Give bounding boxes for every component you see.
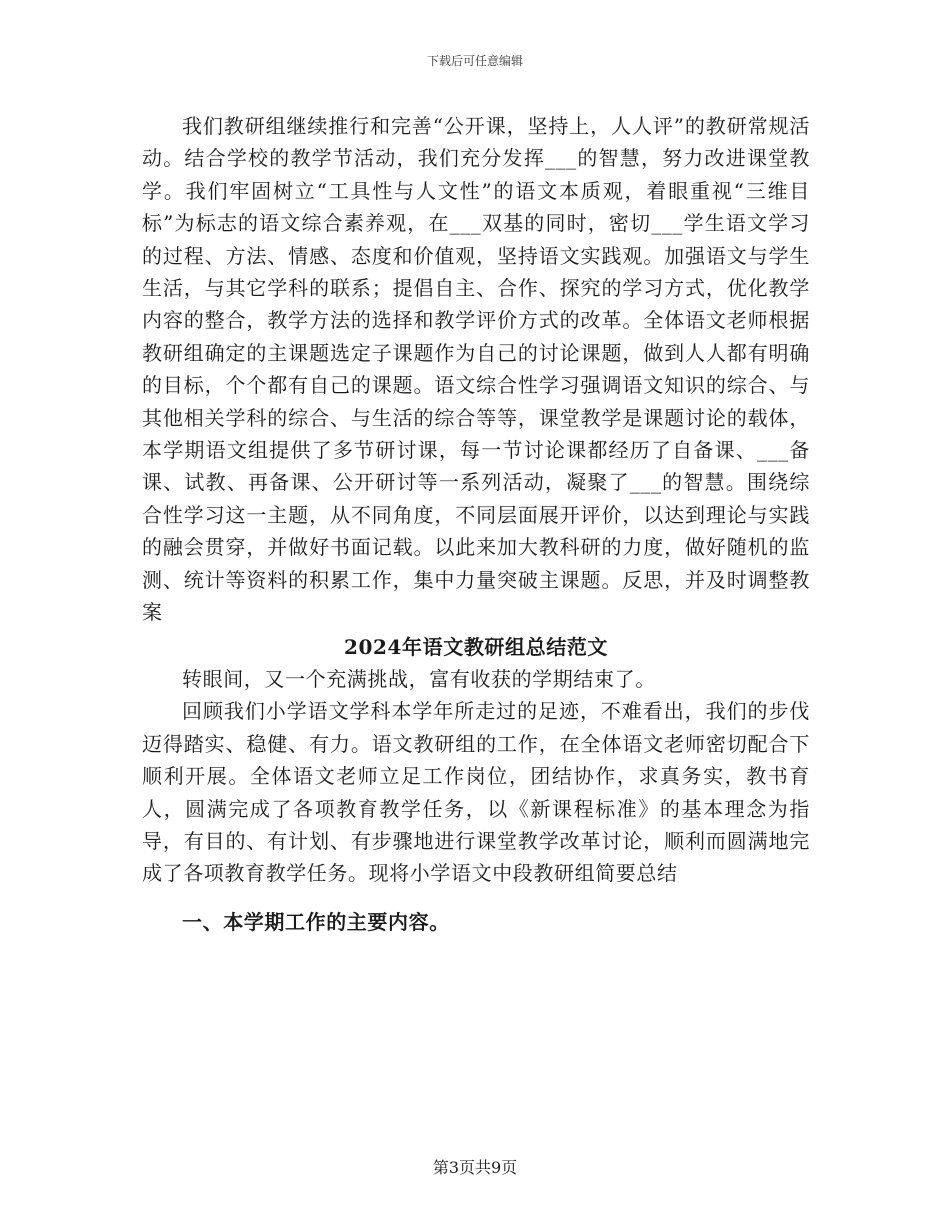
paragraph-2: 转眼间，又一个充满挑战，富有收获的学期结束了。 xyxy=(182,666,656,691)
document-title: 2024年语文教研组总结范文 xyxy=(343,634,609,659)
paragraph-1: 我们教研组继续推行和完善“公开课，坚持上，人人评”的教研常规活动。结合学校的教学节活动，我们充分发挥___的智慧，努力改进课堂教学。我们牢固树立“工具性与人文性”的语文本质观，着眼重视“三维目标”为标志的语文综合素养观，在___双基的同时，密切___学生语文学习的过程、方法、情感、态度和价值观，坚持语文实践观。加强语文与学生生活，与其它学科的联系；提倡自主、合作、探究的学习方式，优化教学内容的整合，教学方法的选择和教学评价方式的改革。全体语文老师根据教研组确定的主课题选定子课题作为自己的讨论课题，做到人人都有明确的目标，个个都有自己的课题。语文综合性学习强调语文知识的综合、与其他相关学科的综合、与生活的综合等等，课堂教学是课题讨论的载体，本学期语文组提供了多节研讨课，每一节讨论课都经历了自备课、___备课、试教、再备课、公开研讨等一系列活动，凝聚了___的智慧。围绕综合性学习这一主题，从不同角度，不同层面展开评价，以达到理论与实践的融会贯穿，并做好书面记载。以此来加大教科研的力度，做好随机的监测、统计等资料的积累工作，集中力量突破主课题。反思，并及时调整教案 xyxy=(142,114,810,625)
page-number: 第3页共9页 xyxy=(432,1158,518,1177)
section-heading: 一、本学期工作的主要内容。 xyxy=(182,909,450,934)
document-body xyxy=(142,110,810,938)
header-note: 下载后可任意编辑 xyxy=(426,54,523,68)
paragraph-3: 回顾我们小学语文学科本学年所走过的足迹，不难看出，我们的步伐迈得踏实、稳健、有力。语文教研组的工作，在全体语文老师密切配合下顺利开展。全体语文老师立足工作岗位，团结协作，求真务实，教书育人，圆满完成了各项教育教学任务，以《新课程标准》的基本理念为指导，有目的、有计划、有步骤地进行课堂教学改革讨论，顺利而圆满地完成了各项教育教学任务。现将小学语文中段教研组简要总结 xyxy=(142,699,810,886)
